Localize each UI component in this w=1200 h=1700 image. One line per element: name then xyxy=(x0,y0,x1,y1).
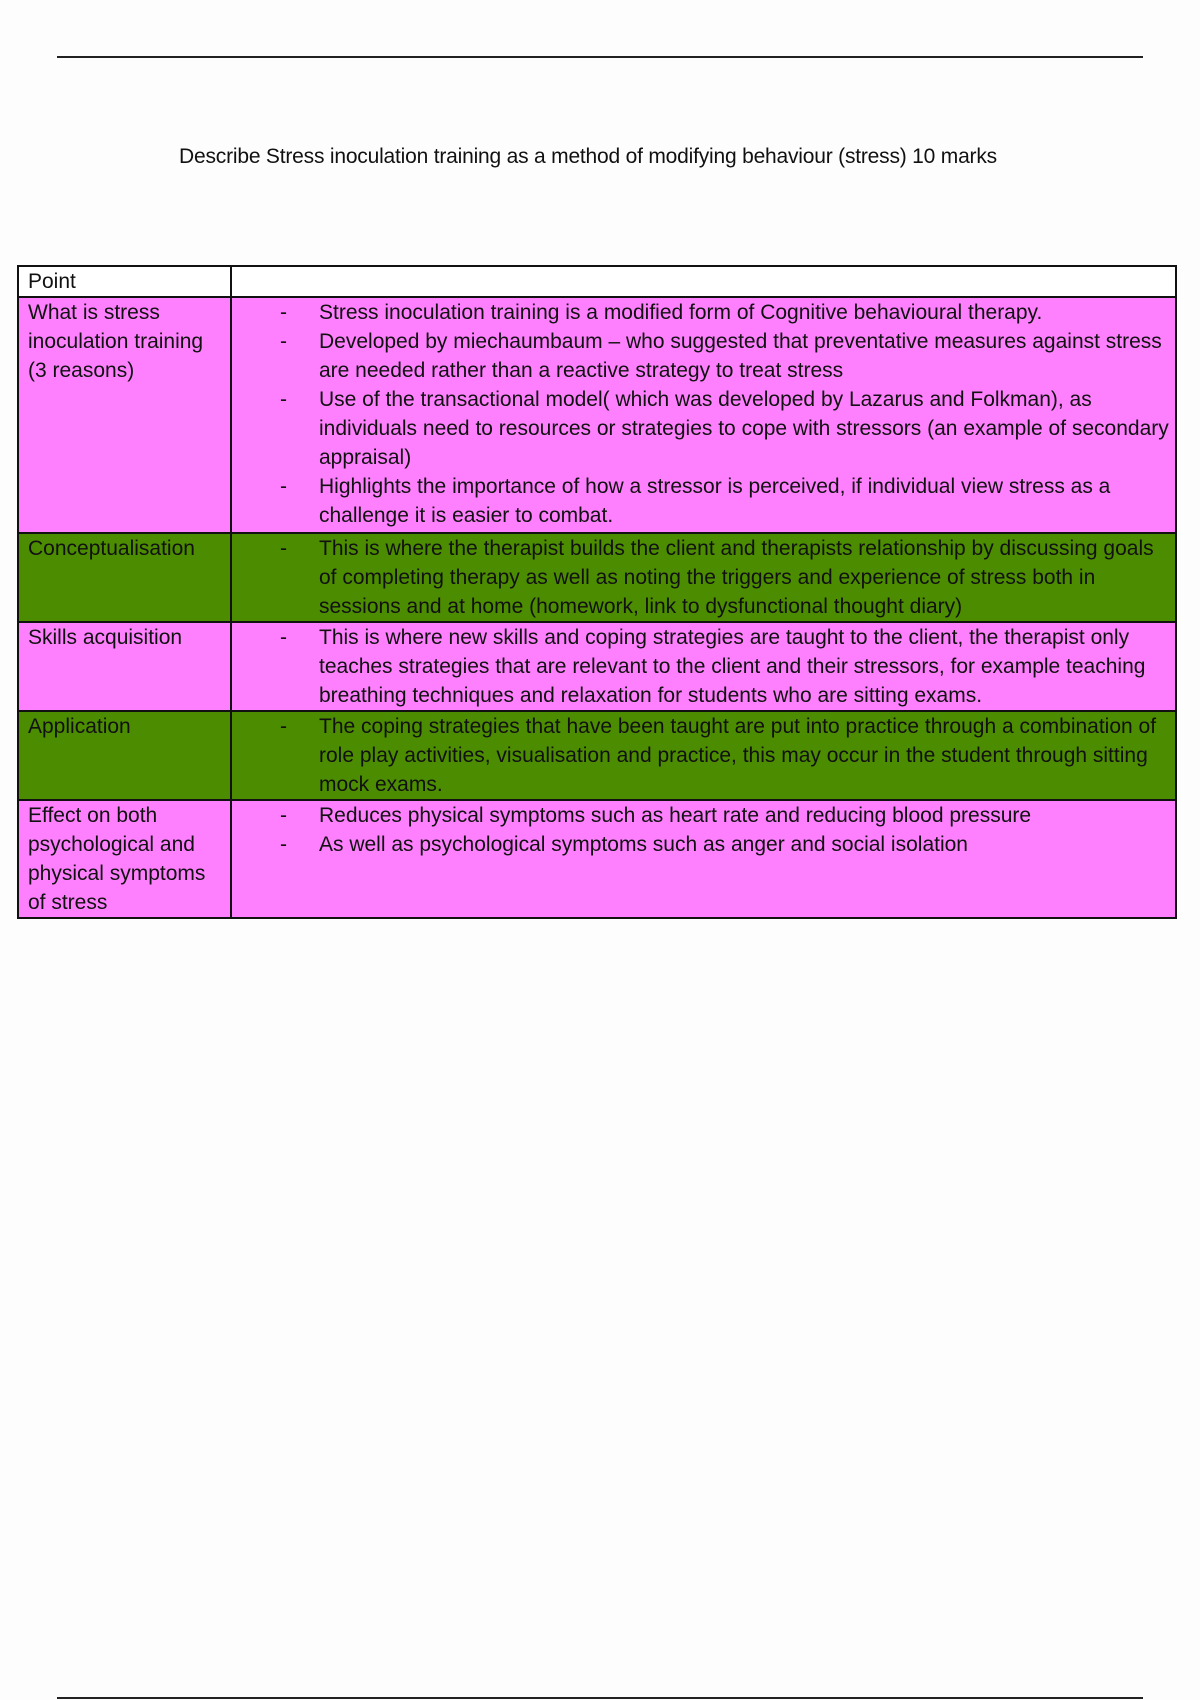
bullet-text: The coping strategies that have been taught are put into practice through a combination of role play activities, visualisation and practice, this may occur in the student through sitting mock exams. xyxy=(319,715,1157,796)
bullet-text: This is where new skills and coping strategies are taught to the client, the therapist only teaches strategies that are relevant to the client and their stressors, for example teaching breathing techniques and relaxation for students who are sitting exams. xyxy=(319,626,1146,707)
dash-bullet: - xyxy=(280,833,287,856)
table-header-row xyxy=(18,266,1176,297)
dash-bullet: - xyxy=(280,475,287,498)
row-points xyxy=(231,622,1176,711)
bullet-text: Use of the transactional model( which was developed by Lazarus and Folkman), as individuals need to resources or strategies to cope with stressors (an example of secondary appraisal) xyxy=(319,388,1169,469)
bullet-text: Reduces physical symptoms such as heart rate and reducing blood pressure xyxy=(319,804,1032,827)
row-points xyxy=(231,297,1176,533)
bullet-item xyxy=(280,298,1169,327)
table-row xyxy=(18,711,1176,800)
bullet-item xyxy=(280,801,1169,830)
points-table xyxy=(17,265,1177,919)
dash-bullet: - xyxy=(280,388,287,411)
bullet-text: As well as psychological symptoms such as anger and social isolation xyxy=(319,833,968,856)
page-title: Describe Stress inoculation training as a method of modifying behaviour (stress) 10 marks xyxy=(179,145,997,168)
bullet-list xyxy=(241,623,1169,710)
table-row xyxy=(18,622,1176,711)
bullet-text: This is where the therapist builds the client and therapists relationship by discussing goals of completing therapy as well as noting the triggers and experience of stress both in sessions and at home (homework, link to dysfunctional thought diary) xyxy=(319,537,1154,618)
row-label: Application xyxy=(18,711,231,800)
row-label: Skills acquisition xyxy=(18,622,231,711)
row-points xyxy=(231,711,1176,800)
header-point: Point xyxy=(18,266,231,297)
bullet-item xyxy=(280,385,1169,472)
top-rule xyxy=(57,56,1143,58)
bullet-item xyxy=(280,327,1169,385)
bottom-rule xyxy=(57,1697,1143,1699)
row-label: What is stress inoculation training (3 reasons) xyxy=(18,297,231,533)
bullet-item xyxy=(280,472,1169,530)
bullet-item xyxy=(280,830,1169,859)
dash-bullet: - xyxy=(280,537,287,560)
row-points xyxy=(231,533,1176,622)
bullet-text: Developed by miechaumbaum – who suggested that preventative measures against stress are needed rather than a reactive strategy to treat stress xyxy=(319,330,1162,382)
bullet-list xyxy=(241,534,1169,621)
header-blank xyxy=(231,266,1176,297)
row-label: Conceptualisation xyxy=(18,533,231,622)
bullet-text: Highlights the importance of how a stressor is perceived, if individual view stress as a challenge it is easier to combat. xyxy=(319,475,1111,527)
bullet-item xyxy=(280,712,1169,799)
row-points xyxy=(231,800,1176,918)
dash-bullet: - xyxy=(280,301,287,324)
dash-bullet: - xyxy=(280,330,287,353)
row-label: Effect on both psychological and physical symptoms of stress xyxy=(18,800,231,918)
dash-bullet: - xyxy=(280,715,287,738)
table-row xyxy=(18,297,1176,533)
table-row xyxy=(18,800,1176,918)
bullet-list xyxy=(241,801,1169,859)
bullet-item xyxy=(280,534,1169,621)
bullet-item xyxy=(280,623,1169,710)
bullet-list xyxy=(241,712,1169,799)
dash-bullet: - xyxy=(280,626,287,649)
bullet-list xyxy=(241,298,1169,530)
dash-bullet: - xyxy=(280,804,287,827)
table-row xyxy=(18,533,1176,622)
bullet-text: Stress inoculation training is a modified form of Cognitive behavioural therapy. xyxy=(319,301,1043,324)
